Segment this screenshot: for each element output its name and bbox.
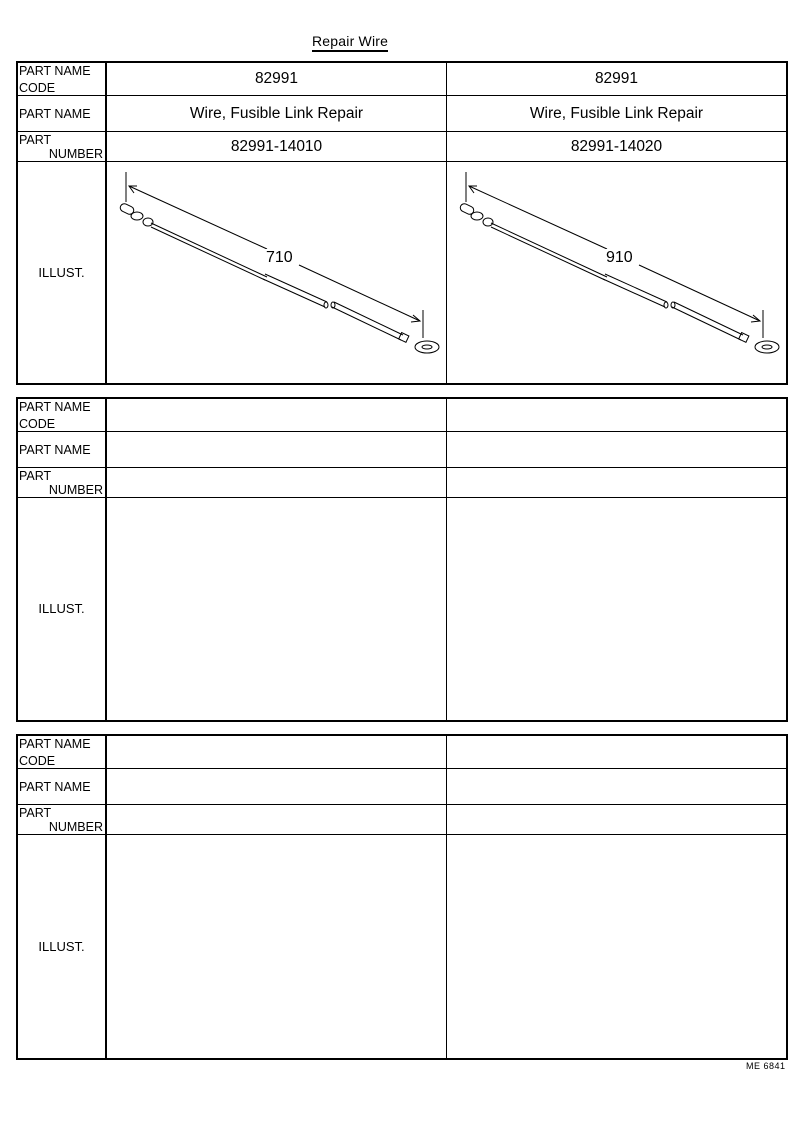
row-part-name	[18, 96, 786, 132]
row-illust	[18, 162, 786, 383]
part-number-value	[447, 468, 786, 497]
illustration-cell	[107, 162, 447, 383]
label-illust: ILLUST.	[18, 498, 107, 720]
illustration-cell	[107, 498, 447, 720]
part-name-value	[107, 432, 447, 467]
label-part-name: PART NAME	[18, 432, 107, 467]
part-name-code-value	[447, 399, 786, 431]
row-part-name-code	[18, 736, 786, 769]
part-name-code-value: 82991	[594, 70, 639, 87]
row-part-name	[18, 432, 786, 468]
label-part-name-code: PART NAME CODE	[18, 399, 107, 431]
illustration-cell	[447, 498, 786, 720]
part-name-code-value	[107, 399, 447, 431]
label-illust: ILLUST.	[18, 835, 107, 1058]
part-name-value	[447, 769, 786, 804]
dimension-label: 910	[606, 249, 633, 266]
part-number-value: 82991-14020	[570, 137, 663, 155]
dimension-label: 710	[266, 249, 293, 266]
part-name-code-value	[107, 736, 447, 768]
label-illust: ILLUST.	[18, 162, 107, 383]
label-part-name-code: PART NAME CODE	[18, 736, 107, 768]
part-number-value: 82991-14010	[107, 132, 447, 161]
part-number-value	[107, 468, 447, 497]
fusible-link-wire-icon	[447, 162, 787, 383]
part-number-value	[107, 805, 447, 834]
part-number-value	[447, 805, 786, 834]
parts-table-3	[16, 734, 788, 1060]
part-name-value: Wire, Fusible Link Repair	[529, 104, 704, 122]
illustration-cell	[447, 835, 786, 1058]
illustration-cell	[447, 162, 786, 383]
illustration-cell	[107, 835, 447, 1058]
parts-table-1	[16, 61, 788, 385]
document-code: ME 6841	[746, 1061, 786, 1071]
row-illust	[18, 835, 786, 1058]
label-part-name-code: PART NAME CODE	[18, 63, 107, 95]
label-part-number: PART NUMBER	[18, 468, 107, 497]
row-part-number	[18, 805, 786, 835]
row-part-name-code	[18, 399, 786, 432]
part-name-value	[107, 769, 447, 804]
part-name-code-value	[447, 736, 786, 768]
label-part-name: PART NAME	[18, 96, 107, 131]
part-name-value	[447, 432, 786, 467]
label-part-number: PART NUMBER	[18, 132, 107, 161]
row-part-name	[18, 769, 786, 805]
page-title: Repair Wire	[312, 33, 388, 52]
parts-table-2	[16, 397, 788, 722]
row-part-name-code	[18, 63, 786, 96]
part-name-value: Wire, Fusible Link Repair	[107, 96, 447, 131]
label-part-number: PART NUMBER	[18, 805, 107, 834]
row-part-number	[18, 468, 786, 498]
row-part-number	[18, 132, 786, 162]
row-illust	[18, 498, 786, 720]
part-name-code-value: 82991	[107, 63, 447, 95]
label-part-name: PART NAME	[18, 769, 107, 804]
fusible-link-wire-icon	[107, 162, 447, 383]
